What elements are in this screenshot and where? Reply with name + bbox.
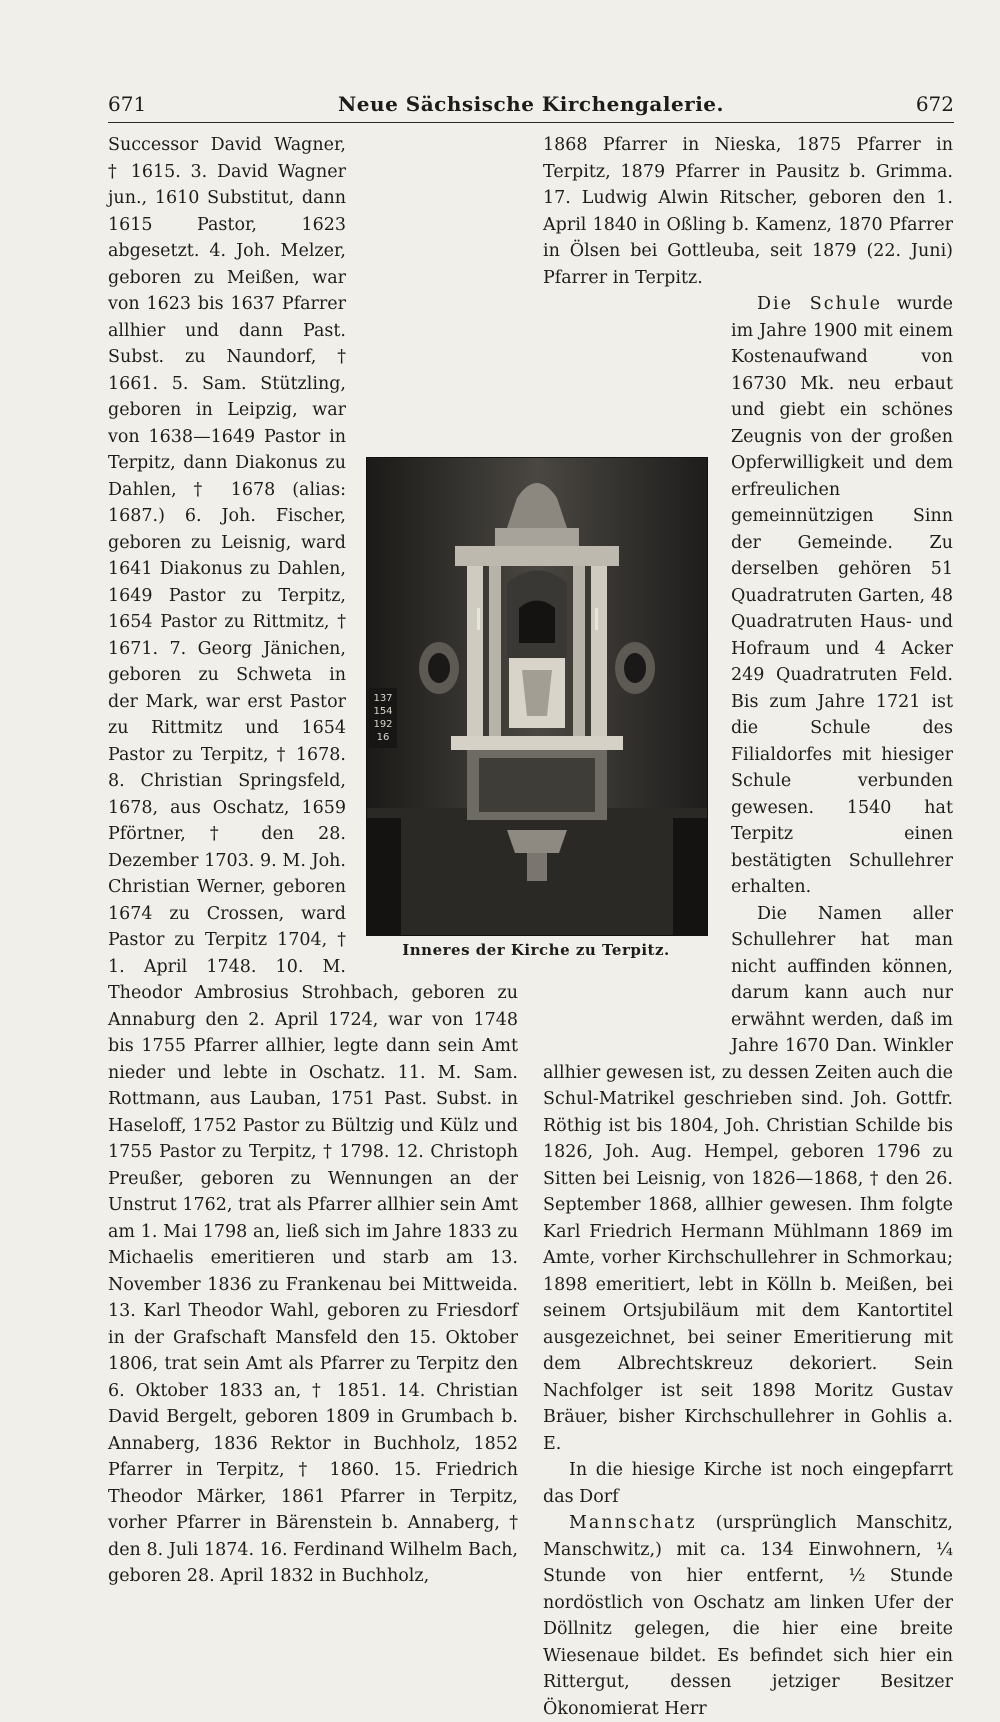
hymn-number: 137 (373, 693, 393, 704)
right-paragraph-5: Mannschatz (ursprünglich Manschitz, Manschwitz,) mit ca. 134 Einwohnern, ¼ Stunde von hier entfernt, ½ Stunde nordöstlich von Oschatz am linken Ufer der Döllnitz gelegen, die hier eine breite Wiesenaue bildet. Es befindet sich hier ein Rittergut, dessen jetziger Besitzer Ökonomierat Herr (543, 1513, 953, 1719)
running-title: Neue Sächsische Kirchengalerie. (338, 92, 724, 116)
hymn-number: 16 (376, 732, 390, 743)
page-header (108, 86, 954, 123)
right-paragraph-4: In die hiesige Kirche ist noch eingepfarrt das Dorf (543, 1460, 953, 1507)
village-heading: Mannschatz (569, 1513, 697, 1533)
school-heading: Die Schule (757, 294, 883, 314)
page-number-right: 672 (915, 92, 954, 116)
hymn-number: 154 (373, 706, 393, 717)
left-paragraph-1: Successor David Wagner, † 1615. 3. David Wagner jun., 1610 Substitut, dann 1615 Pastor, 1623 abgesetzt. 4. Joh. Melzer, geboren zu Meißen, war von 1623 bis 1637 Pfarrer allhier und dann Past. Subst. zu Naundorf, † 1661. 5. Sam. Stützling, geboren in Leipzig, war von 1638—1649 Pastor in Terpitz, dann Diakonus zu Dahlen, † 1678 (alias: 1687.) 6. Joh. Fischer, geboren zu Leisnig, ward 1641 Diakonus zu Dahlen, 1649 Pastor zu Terpitz, 1654 Pastor zu Rittmitz, † 1671. 7. Georg Jänichen, geboren zu Schweta in der Mark, war erst Pastor zu Rittmitz und 1654 Pastor zu Terpitz, † 1678. 8. Christian Springsfeld, 1678, aus Oschatz, 1659 Pförtner, † den 28. Dezember 1703. 9. M. Joh. Christian Werner, geboren 1674 zu Crossen, ward Pastor zu Terpitz 1704, † 1. April 1748. 10. M. Theodor Ambrosius Strohbach, geboren zu Annaburg den 2. April 1724, war von 1748 bis 1755 Pfarrer allhier, legte dann sein Amt nieder und lebte in Oschatz. 11. M. Sam. Rottmann, aus Lauban, 1751 Past. Subst. in Haseloff, 1752 Pastor zu Bültzig und Külz und 1755 Pastor zu Terpitz, † 1798. 12. Christoph Preußer, geboren zu Wennungen an der Unstrut 1762, trat als Pfarrer allhier sein Amt am 1. Mai 1798 an, ließ sich im Jahre 1833 zu Michaelis emeritieren und starb am 13. November 1836 zu Frankenau bei Mittweida. 13. Karl Theodor Wahl, geboren zu Friesdorf in der Grafschaft Mansfeld den 15. Oktober 1806, trat sein Amt als Pfarrer zu Terpitz den 6. Oktober 1833 an, † 1851. 14. Christian David Bergelt, geboren 1809 in Grumbach b. Annaberg, 1836 Rektor in Buchholz, 1852 Pfarrer in Terpitz, † 1860. 15. Friedrich Theodor Märker, 1861 Pfarrer in Terpitz, vorher Pfarrer in Bärenstein b. Annaberg, † den 8. Juli 1874. 16. Ferdinand Wilhelm Bach, geboren 28. April 1832 in Buchholz, (108, 135, 518, 1586)
page-number-left: 671 (108, 92, 147, 116)
hymn-number: 192 (373, 719, 393, 730)
altar-illustration (367, 458, 707, 935)
right-paragraph-1: 1868 Pfarrer in Nieska, 1875 Pfarrer in Terpitz, 1879 Pfarrer in Pausitz b. Grimma. 17. Ludwig Alwin Ritscher, geboren den 1. April 1840 in Oßling b. Kamenz, 1870 Pfarrer in Ölsen bei Gottleuba, seit 1879 (22. Juni) Pfarrer in Terpitz. (543, 135, 953, 288)
right-paragraph-3: Die Namen aller Schullehrer hat man nicht auffinden können, darum kann auch nur erwähnt werden, daß im Jahre 1670 Dan. Winkler allhier gewesen ist, zu dessen Zeiten auch die Schul-Matrikel geschrieben sind. Joh. Gottfr. Röthig ist bis 1804, Joh. Christian Schilde bis 1826, Joh. Aug. Hempel, geboren 1796 zu Sitten bei Leisnig, von 1826—1868, † den 26. September 1868, allhier gewesen. Ihm folgte Karl Friedrich Hermann Mühlmann 1869 im Amte, vorher Kirchschullehrer in Schmorkau; 1898 emeritiert, lebt in Kölln b. Meißen, bei seinem Ortsjubiläum mit dem Kantortitel ausgezeichnet, bei seiner Emeritierung mit dem Albrechtskreuz dekoriert. Sein Nachfolger ist seit 1898 Moritz Gustav Bräuer, bisher Kirchschullehrer in Gohlis a. E. (543, 903, 953, 1454)
right-paragraph-2: Die Schule wurde im Jahre 1900 mit einem Kostenaufwand von 16730 Mk. neu erbaut und giebt ein schönes Zeugnis von der großen Opferwilligkeit und dem erfreulichen gemeinnützigen Sinn der Gemeinde. Zu derselben gehören 51 Quadratruten Garten, 48 Quadratruten Haus- und Hofraum und 4 Acker 249 Quadratruten Feld. Bis zum Jahre 1721 ist die Schule des Filialdorfes mit hiesiger Schule verbunden gewesen. 1540 hat Terpitz einen bestätigten Schullehrer erhalten. (731, 294, 953, 897)
church-interior-photo (366, 457, 708, 936)
figure-caption: Inneres der Kirche zu Terpitz. (402, 941, 670, 959)
